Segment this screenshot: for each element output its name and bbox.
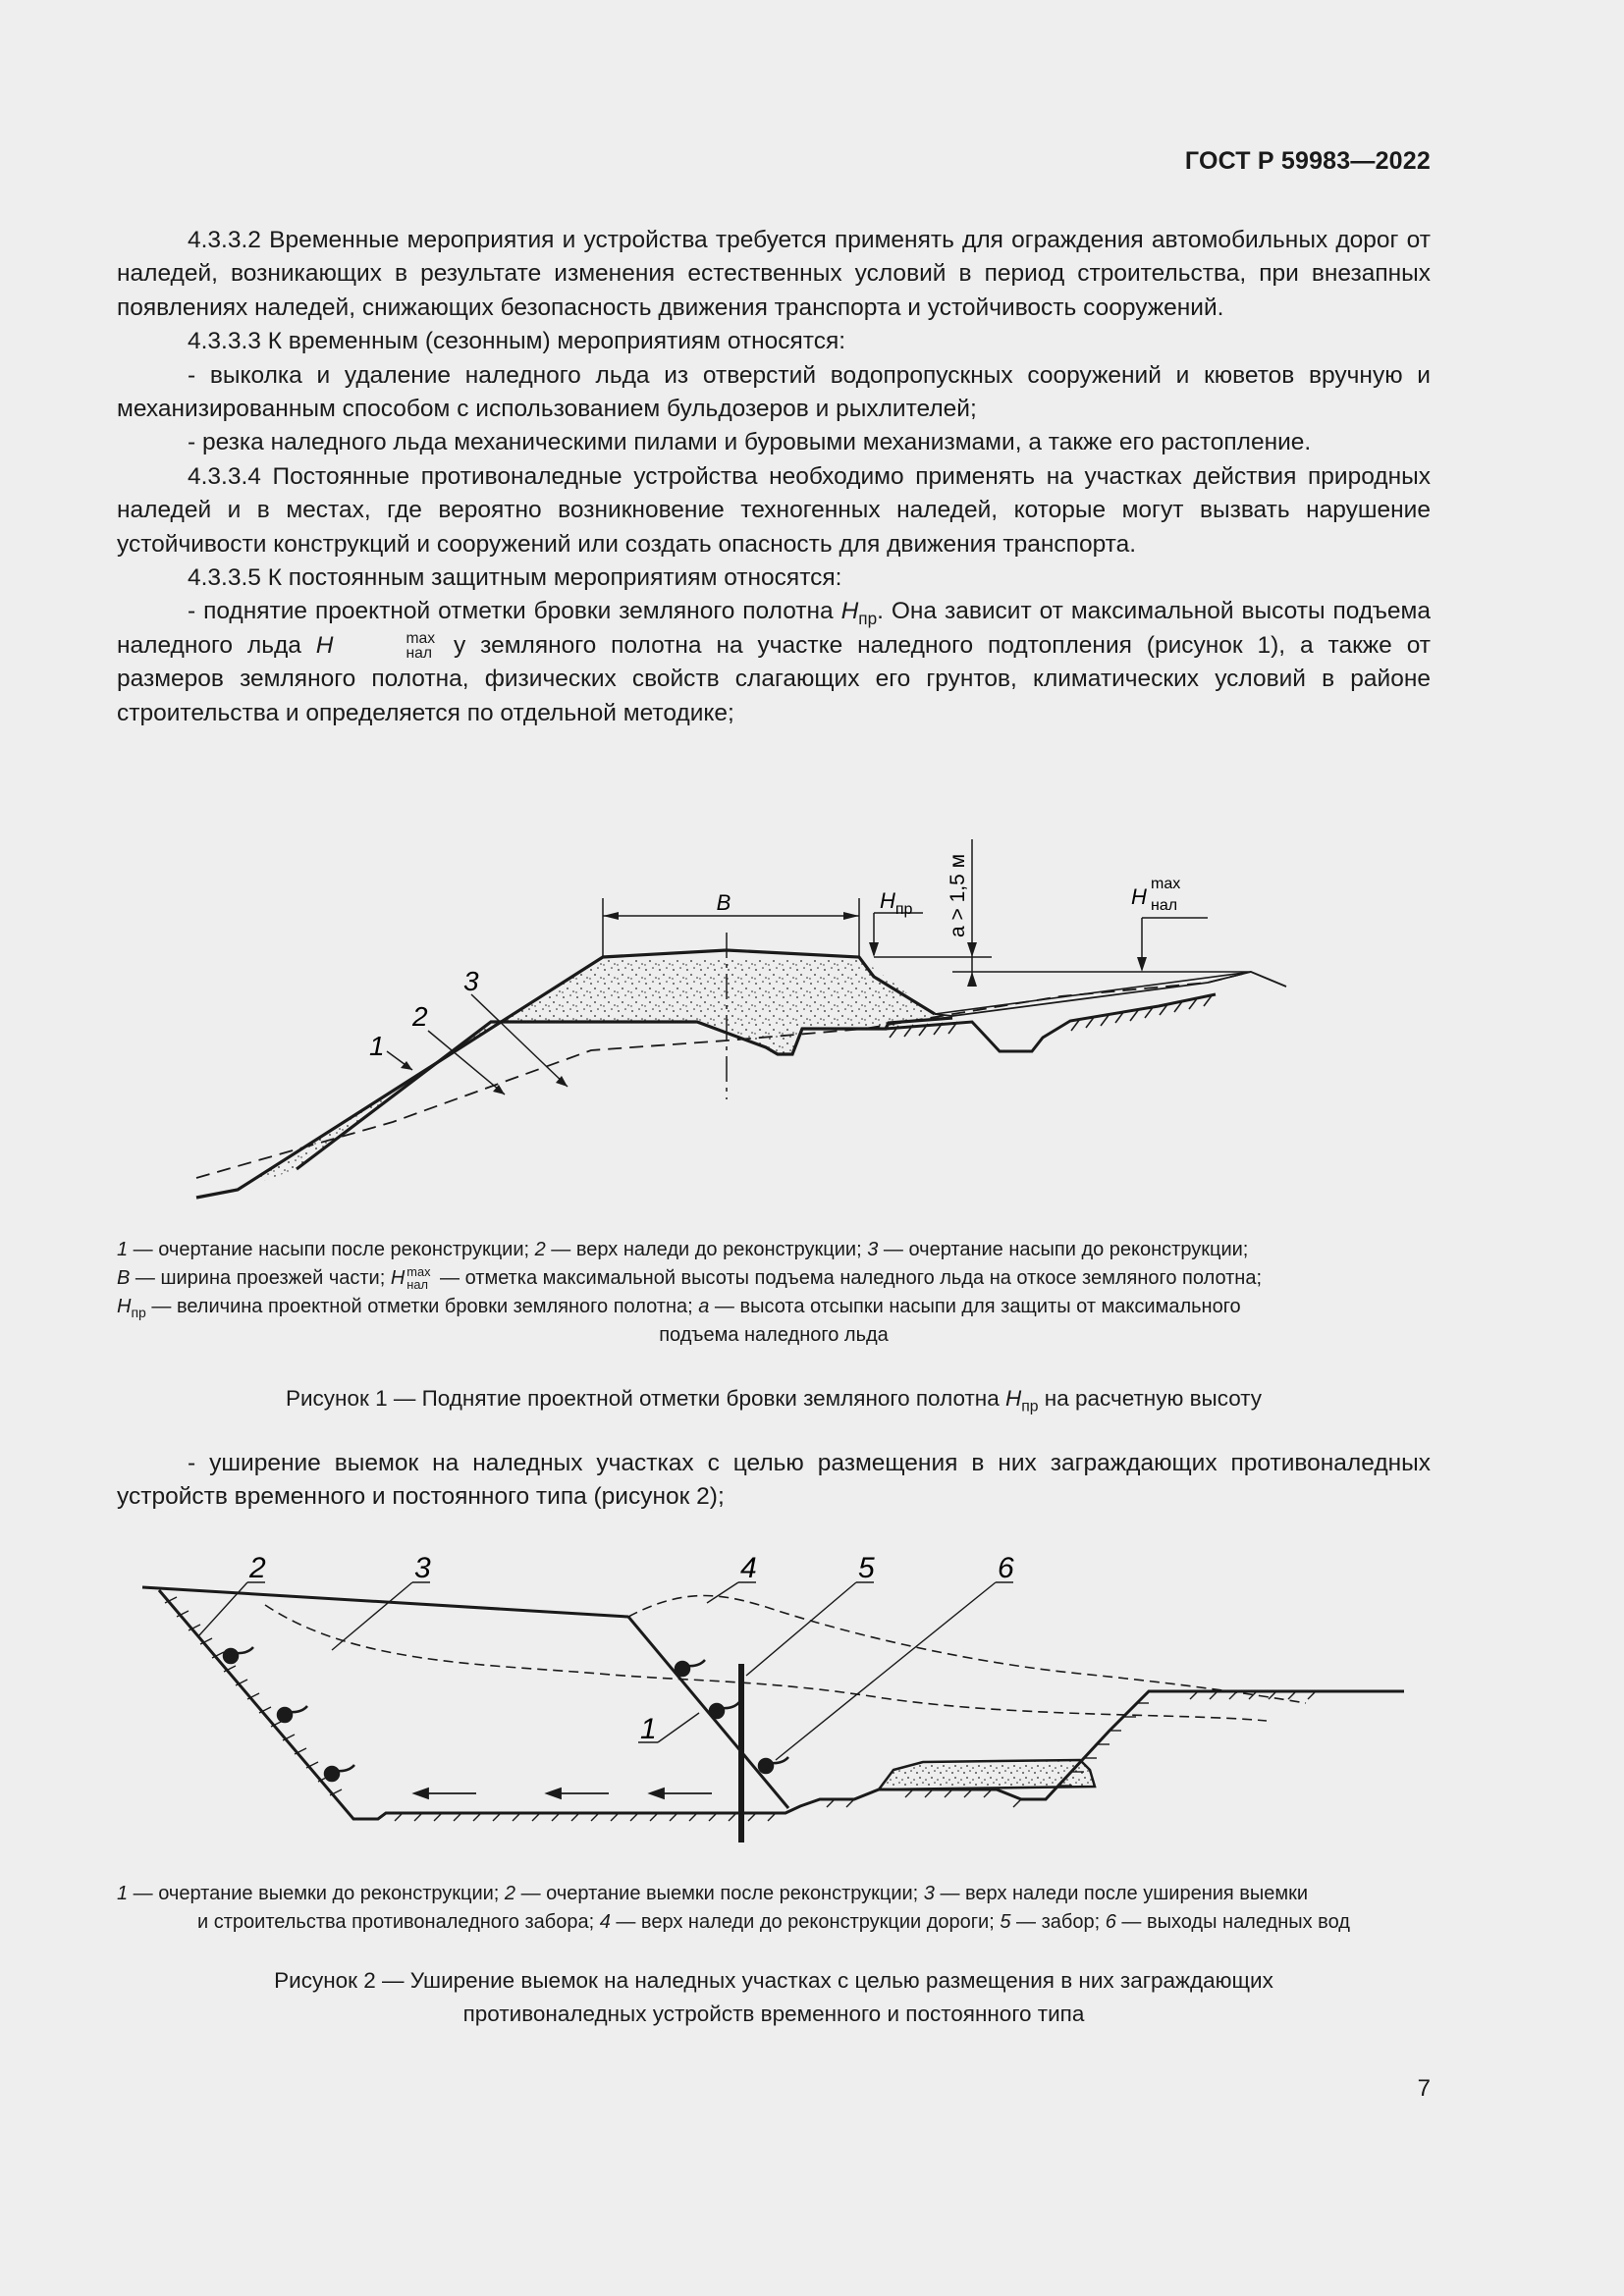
caption-symbol: H	[1004, 1386, 1022, 1411]
subscript-pr: пр	[131, 1304, 146, 1320]
legend-symbol: H	[117, 1296, 132, 1317]
legend-number: 6	[1105, 1911, 1116, 1933]
symbol-h: H	[315, 631, 334, 659]
caption-line: противоналедных устройств временного и постоянного типа	[462, 2002, 1085, 2026]
legend-number: 2	[534, 1239, 546, 1260]
legend-number: 1	[117, 1883, 129, 1904]
superscript-max: max	[406, 1263, 431, 1279]
list-item-ice-removal: - выколка и удаление наледного льда из отверстий водопропускных сооружений и кюветов вручную и механизированным способом с использованием бульдозеров и рыхлителей;	[117, 361, 1431, 423]
legend-text: — очертание насыпи после реконструкции;	[128, 1239, 535, 1260]
subscript-pr: пр	[1021, 1398, 1039, 1415]
callout-4: 4	[740, 1552, 757, 1584]
symbol-supsub	[335, 631, 435, 662]
caption-text: на расчетную высоту	[1038, 1386, 1263, 1411]
legend-symbol: a	[698, 1296, 710, 1317]
callout-6: 6	[998, 1552, 1014, 1584]
text-fragment: у земляного полотна на участке наледного подтопления (рисунок 1), а также от размеров земляного полотна, физических свойств слагающих его грунтов, климатических условий в районе строительства и определяется по отдельной методике;	[117, 631, 1432, 726]
label-a: a > 1,5 м	[947, 853, 969, 937]
figure-1-caption	[117, 1382, 1431, 1415]
legend-text: — очертание насыпи до реконструкции;	[878, 1239, 1249, 1260]
ice-top-before-reconstruction	[628, 1596, 1306, 1704]
label-b: B	[716, 890, 731, 915]
legend-text: — очертание выемки до реконструкции;	[128, 1883, 505, 1904]
natural-ground-line	[935, 972, 1286, 1016]
figure-2-caption	[117, 1964, 1431, 2031]
text-fragment: - поднятие проектной отметки бровки земляного полотна	[188, 598, 841, 625]
figure-1-drawing	[177, 829, 1384, 1222]
slope-line	[935, 972, 1251, 1014]
legend-number: 1	[117, 1239, 129, 1260]
callout-2: 2	[412, 1001, 428, 1032]
legend-text: — величина проектной отметки бровки земляного полотна;	[145, 1296, 699, 1317]
legend-symbol: B	[117, 1267, 131, 1289]
subscript-nal: нал	[406, 1276, 428, 1292]
legend-text: — выходы наледных вод	[1115, 1911, 1350, 1933]
terrain-surface	[142, 1587, 628, 1617]
new-cut-outline	[159, 1590, 1404, 1819]
figure-2-legend	[117, 1880, 1431, 1937]
text-fragment: . Она зависит от максимальной высоты подъема наледного льда	[117, 598, 1432, 659]
callout-3: 3	[414, 1552, 431, 1584]
caption-line: Рисунок 2 — Уширение выемок на наледных участках с целью размещения в них заграждающих	[274, 1968, 1273, 1993]
label-h-nal: Hmax нал	[1131, 876, 1181, 914]
legend-text: — отметка максимальной высоты подъема наледного льда на откосе земляного полотна;	[434, 1267, 1263, 1289]
label-h-pr: $H_{пр}$	[880, 888, 913, 918]
embankment-fill	[238, 957, 935, 1190]
legend-text: — верх наледи после уширения выемки	[934, 1883, 1309, 1904]
legend-text: — забор;	[1010, 1911, 1106, 1933]
legend-symbol: H	[390, 1267, 406, 1289]
callout-1: 1	[640, 1713, 657, 1745]
paragraph-4-3-3-5: 4.3.3.5 К постоянным защитным мероприятиям относятся:	[188, 564, 842, 592]
legend-text: и строительства противоналедного забора;	[197, 1911, 600, 1933]
old-embankment-outline	[297, 1018, 952, 1169]
subscript-pr: пр	[858, 609, 878, 629]
legend-number: 5	[1000, 1911, 1011, 1933]
list-item-raise-grade	[117, 595, 1431, 730]
legend-text: — высота отсыпки насыпи для защиты от максимального	[709, 1296, 1241, 1317]
legend-text: — ширина проезжей части;	[130, 1267, 391, 1289]
callout-2: 2	[249, 1552, 266, 1584]
superscript-max: max	[406, 629, 436, 647]
ice-top-after-widening	[265, 1605, 1267, 1721]
callout-1: 1	[369, 1031, 385, 1061]
symbol-h: H	[840, 598, 859, 625]
subscript-nal: нал	[406, 645, 432, 663]
legend-text: — очертание выемки после реконструкции;	[515, 1883, 924, 1904]
callout-5: 5	[858, 1552, 875, 1584]
body-text-upper	[117, 224, 1431, 730]
legend-number: 3	[923, 1883, 935, 1904]
flow-arrows	[414, 1789, 712, 1798]
caption-text: Рисунок 1 — Поднятие проектной отметки бровки земляного полотна	[285, 1386, 1005, 1411]
legend-number: 4	[599, 1911, 611, 1933]
figure-1-legend	[117, 1236, 1431, 1350]
paragraph-4-3-3-3: 4.3.3.3 К временным (сезонным) мероприятиям относятся:	[188, 328, 846, 355]
standard-code: ГОСТ Р 59983—2022	[1184, 147, 1431, 175]
paragraph-4-3-3-4: 4.3.3.4 Постоянные противоналедные устройства необходимо применять на участках действия природных наледей и в местах, где вероятно возникновение техногенных наледей, которые могут вызвать нарушение устойчивости конструкций и сооружений или создать опасность для движения транспорта.	[117, 462, 1431, 558]
list-item-ice-cutting: - резка наледного льда механическими пилами и буровыми механизмами, а также его растопление.	[188, 429, 1312, 456]
paragraph-4-3-3-2: 4.3.3.2 Временные мероприятия и устройства требуется применять для ограждения автомобильных дорог от наледей, возникающих в результате изменения естественных условий в период строительства, при внезапных появлениях наледей, снижающих безопасность движения транспорта и устойчивость сооружений.	[117, 227, 1431, 321]
legend-text: — верх наледи до реконструкции;	[545, 1239, 868, 1260]
list-item-widen-cuts: - уширение выемок на наледных участках с целью размещения в них заграждающих противоналедных устройств временного и постоянного типа (рисунок 2);	[117, 1450, 1431, 1511]
callout-3: 3	[463, 966, 479, 996]
figure-2-drawing	[137, 1546, 1414, 1860]
legend-text: подъема наледного льда	[659, 1324, 889, 1346]
body-text-lower	[117, 1447, 1431, 1515]
legend-number: 2	[504, 1883, 516, 1904]
page-number: 7	[1417, 2075, 1431, 2102]
legend-number: 3	[867, 1239, 879, 1260]
legend-text: — верх наледи до реконструкции дороги;	[610, 1911, 1001, 1933]
